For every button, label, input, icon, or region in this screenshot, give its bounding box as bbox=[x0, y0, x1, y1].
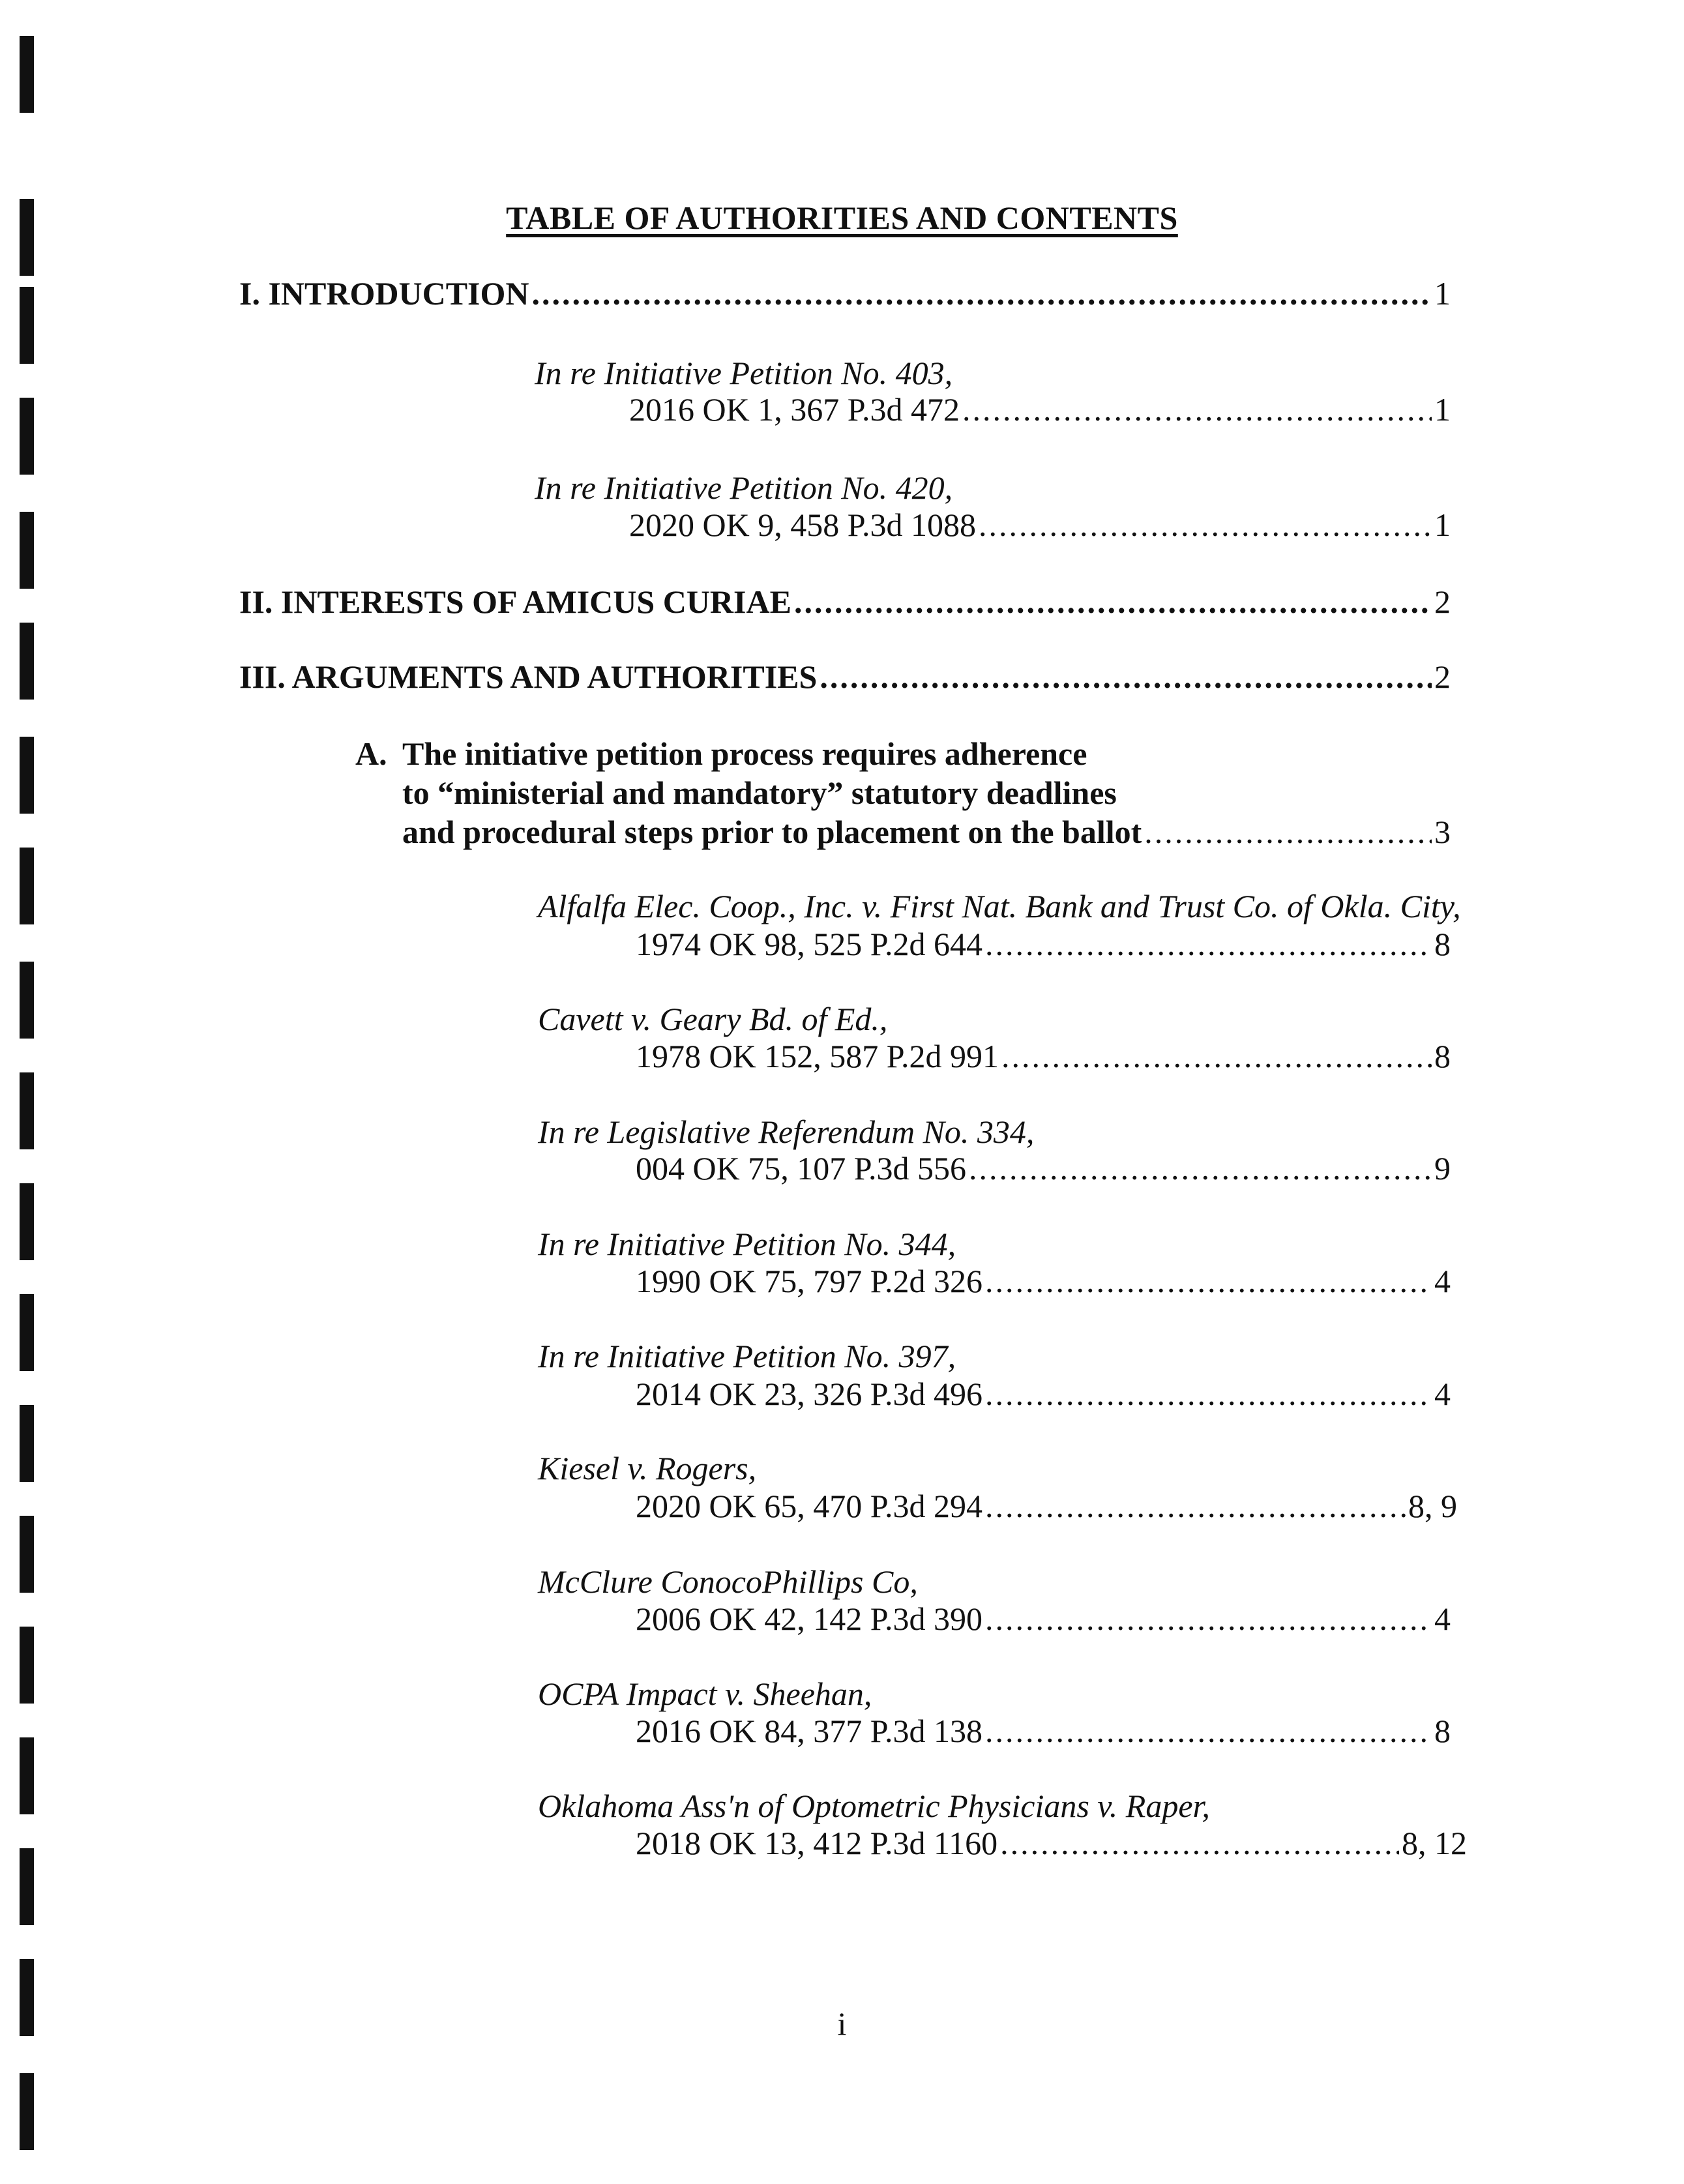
binder-mark bbox=[20, 398, 34, 475]
leader-dots bbox=[985, 1374, 1432, 1413]
leader-dots bbox=[1000, 1823, 1399, 1863]
citation-text: 2006 OK 42, 142 P.3d 390 bbox=[636, 1601, 982, 1637]
authority-citation bbox=[629, 390, 1451, 429]
toc-entry-page: 1 bbox=[1434, 275, 1451, 312]
citation-page: 4 bbox=[1434, 1601, 1451, 1637]
authority-case-name: Kiesel v. Rogers, bbox=[538, 1450, 757, 1486]
leader-dots bbox=[969, 1149, 1432, 1188]
binder-mark bbox=[20, 1627, 34, 1704]
citation-page: 8 bbox=[1434, 926, 1451, 962]
authority-case-name: In re Initiative Petition No. 397, bbox=[538, 1338, 956, 1374]
authority-citation bbox=[636, 1374, 1451, 1413]
citation-text: 2014 OK 23, 326 P.3d 496 bbox=[636, 1376, 982, 1412]
authority-citation bbox=[636, 1486, 1457, 1526]
leader-dots bbox=[985, 1711, 1432, 1750]
authority-citation bbox=[636, 1599, 1451, 1638]
binder-mark bbox=[20, 1516, 34, 1593]
citation-text: 2020 OK 65, 470 P.3d 294 bbox=[636, 1488, 982, 1524]
citation-page: 1 bbox=[1434, 507, 1451, 543]
authority-case-name: McClure ConocoPhillips Co, bbox=[538, 1563, 918, 1600]
binder-mark bbox=[20, 848, 34, 924]
toc-entry-introduction bbox=[239, 274, 1451, 313]
subsection-heading-line: to “ministerial and mandatory” statutory deadlines bbox=[402, 775, 1117, 811]
authority-case-name: Cavett v. Geary Bd. of Ed., bbox=[538, 1001, 888, 1037]
binder-mark bbox=[20, 962, 34, 1039]
toc-entry-page: 2 bbox=[1434, 658, 1451, 695]
citation-page: 8, 9 bbox=[1408, 1488, 1457, 1524]
citation-page: 8, 12 bbox=[1402, 1825, 1467, 1861]
authority-citation bbox=[636, 1037, 1451, 1076]
leader-dots bbox=[794, 582, 1432, 621]
subsection-letter: A. bbox=[355, 735, 387, 772]
binder-mark bbox=[20, 737, 34, 814]
citation-page: 4 bbox=[1434, 1263, 1451, 1299]
citation-page: 8 bbox=[1434, 1038, 1451, 1074]
subsection-page: 3 bbox=[1434, 814, 1451, 850]
authority-case-name: In re Initiative Petition No. 403, bbox=[535, 355, 953, 391]
leader-dots bbox=[1144, 812, 1432, 851]
subsection-heading-line: The initiative petition process requires adherence bbox=[402, 735, 1087, 772]
citation-text: 1978 OK 152, 587 P.2d 991 bbox=[636, 1038, 999, 1074]
authority-citation bbox=[636, 1262, 1451, 1301]
toc-entry-label: III. ARGUMENTS AND AUTHORITIES bbox=[239, 658, 818, 695]
authority-citation bbox=[636, 924, 1451, 964]
leader-dots bbox=[532, 274, 1432, 313]
leader-dots bbox=[962, 390, 1432, 429]
citation-text: 2016 OK 1, 367 P.3d 472 bbox=[629, 391, 960, 428]
binder-mark bbox=[20, 1848, 34, 1925]
binder-mark bbox=[20, 623, 34, 700]
page-number: i bbox=[837, 2005, 847, 2042]
citation-text: 1990 OK 75, 797 P.2d 326 bbox=[636, 1263, 982, 1299]
citation-page: 9 bbox=[1434, 1150, 1451, 1187]
binder-mark bbox=[20, 1072, 34, 1149]
toc-entry-page: 2 bbox=[1434, 583, 1451, 620]
binder-mark bbox=[20, 512, 34, 589]
citation-text: 2020 OK 9, 458 P.3d 1088 bbox=[629, 507, 976, 543]
binder-mark bbox=[20, 1405, 34, 1482]
subsection-heading-line: and procedural steps prior to placement on the ballot bbox=[402, 814, 1142, 850]
citation-page: 4 bbox=[1434, 1376, 1451, 1412]
binder-mark bbox=[20, 1183, 34, 1260]
authority-case-name: In re Legislative Referendum No. 334, bbox=[538, 1114, 1035, 1150]
leader-dots bbox=[820, 657, 1432, 696]
leader-dots bbox=[979, 505, 1432, 544]
citation-text: 004 OK 75, 107 P.3d 556 bbox=[636, 1150, 966, 1187]
authority-case-name: In re Initiative Petition No. 420, bbox=[535, 469, 953, 506]
toc-entry-arguments bbox=[239, 657, 1451, 696]
binder-mark bbox=[20, 1294, 34, 1371]
authority-case-name: OCPA Impact v. Sheehan, bbox=[538, 1675, 872, 1712]
authority-citation bbox=[629, 505, 1451, 544]
authority-citation bbox=[636, 1149, 1451, 1188]
binder-mark bbox=[20, 287, 34, 364]
leader-dots bbox=[985, 1262, 1432, 1301]
leader-dots bbox=[985, 1599, 1432, 1638]
authority-citation bbox=[636, 1711, 1451, 1750]
subsection-heading-last-line bbox=[402, 812, 1451, 851]
authority-case-name: Alfalfa Elec. Coop., Inc. v. First Nat. Bank and Trust Co. of Okla. City, bbox=[538, 888, 1461, 924]
citation-page: 8 bbox=[1434, 1713, 1451, 1749]
binder-mark bbox=[20, 36, 34, 113]
citation-text: 1974 OK 98, 525 P.2d 644 bbox=[636, 926, 982, 962]
toc-entry-label: I. INTRODUCTION bbox=[239, 275, 529, 312]
leader-dots bbox=[1001, 1037, 1432, 1076]
citation-text: 2018 OK 13, 412 P.3d 1160 bbox=[636, 1825, 998, 1861]
authority-case-name: In re Initiative Petition No. 344, bbox=[538, 1226, 956, 1262]
citation-page: 1 bbox=[1434, 391, 1451, 428]
toc-entry-interests bbox=[239, 582, 1451, 621]
binder-mark bbox=[20, 2073, 34, 2150]
page-title: TABLE OF AUTHORITIES AND CONTENTS bbox=[506, 199, 1178, 236]
binder-mark bbox=[20, 1737, 34, 1814]
authority-citation bbox=[636, 1823, 1467, 1863]
leader-dots bbox=[985, 1486, 1406, 1526]
citation-text: 2016 OK 84, 377 P.3d 138 bbox=[636, 1713, 982, 1749]
leader-dots bbox=[985, 924, 1432, 964]
authority-case-name: Oklahoma Ass'n of Optometric Physicians v. Raper, bbox=[538, 1788, 1210, 1824]
toc-entry-label: II. INTERESTS OF AMICUS CURIAE bbox=[239, 583, 791, 620]
